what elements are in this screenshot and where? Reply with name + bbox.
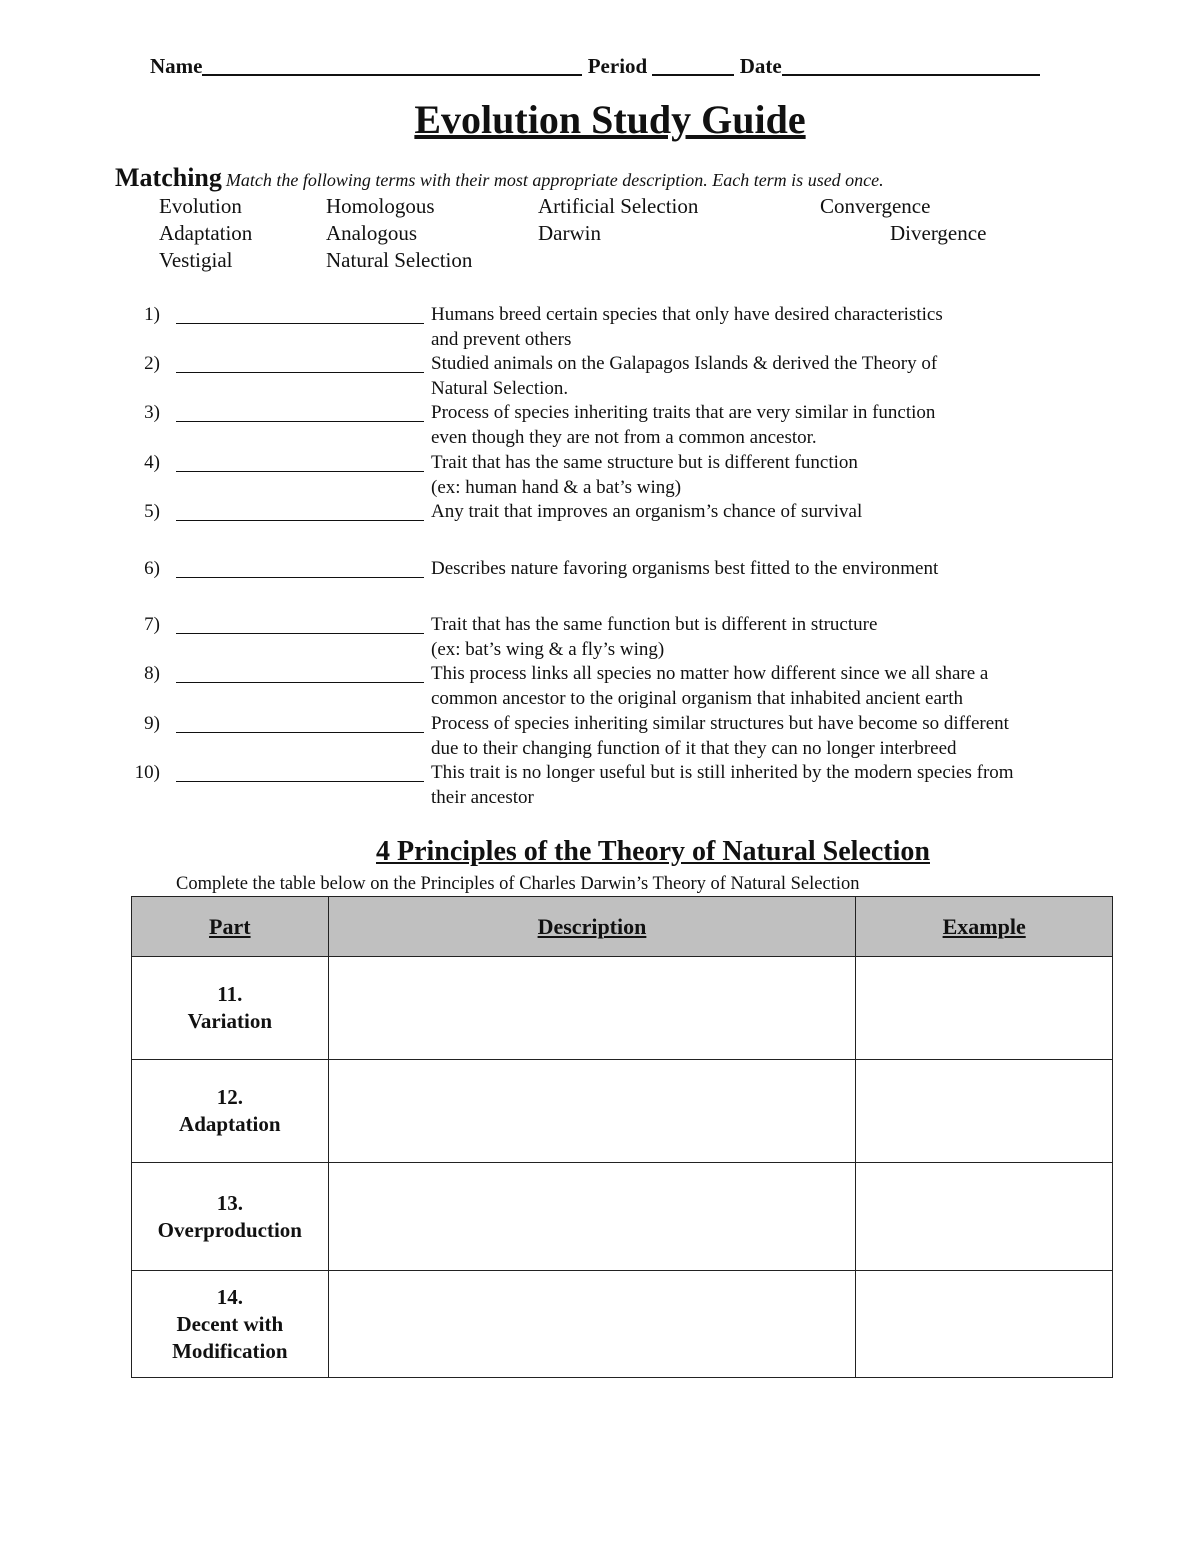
header-part: Part — [132, 897, 329, 957]
question-description: Studied animals on the Galapagos Islands & derived the Theory of Natural Selection. — [431, 353, 938, 399]
period-label: Period — [587, 54, 648, 78]
part-cell: 11. Variation — [132, 957, 329, 1060]
name-field[interactable] — [202, 56, 582, 76]
question-description: This trait is no longer useful but is still inherited by the modern species from their ancestor — [431, 762, 1014, 808]
answer-blank[interactable] — [176, 471, 424, 472]
question-description: Trait that has the same structure but is different function (ex: human hand & a bat’s wing) — [431, 452, 858, 498]
question-number: 1) — [144, 304, 160, 325]
question-description: Trait that has the same function but is different in structure (ex: bat’s wing & a fly’s wing) — [431, 614, 878, 660]
question-number: 10) — [134, 762, 160, 783]
term-bank-item: Artificial Selection — [538, 194, 699, 218]
term-bank-item: Convergence — [820, 194, 931, 218]
answer-blank[interactable] — [176, 781, 424, 782]
answer-blank[interactable] — [176, 520, 424, 521]
question-description: Process of species inheriting traits that are very similar in function even though they are not from a common ancestor. — [431, 402, 936, 448]
answer-blank[interactable] — [176, 682, 424, 683]
answer-blank[interactable] — [176, 732, 424, 733]
description-cell[interactable] — [328, 1060, 856, 1163]
principles-table — [131, 896, 1113, 1378]
question-number: 9) — [144, 713, 160, 734]
question-number: 4) — [144, 452, 160, 473]
question-description: Humans breed certain species that only have desired characteristics and prevent others — [431, 304, 943, 350]
answer-blank[interactable] — [176, 421, 424, 422]
part-cell: 13. Overproduction — [132, 1163, 329, 1271]
table-row — [132, 1060, 1113, 1163]
term-bank-item: Vestigial — [159, 248, 233, 272]
question-description: This process links all species no matter how different since we all share a common ancestor to the original organism that inhabited ancient earth — [431, 663, 989, 709]
question-number: 8) — [144, 663, 160, 684]
question-number: 6) — [144, 558, 160, 579]
description-cell[interactable] — [328, 957, 856, 1060]
answer-blank[interactable] — [176, 372, 424, 373]
term-bank-item: Darwin — [538, 221, 601, 245]
page-title: Evolution Study Guide — [414, 97, 806, 142]
example-cell[interactable] — [856, 1060, 1113, 1163]
term-bank-item: Homologous — [326, 194, 435, 218]
question-description: Process of species inheriting similar structures but have become so different due to their changing function of it that they can no longer interbreed — [431, 713, 1009, 759]
part-cell: 12. Adaptation — [132, 1060, 329, 1163]
term-bank-item: Natural Selection — [326, 248, 473, 272]
term-bank-item: Divergence — [890, 221, 987, 245]
period-field[interactable] — [652, 56, 734, 76]
term-bank-item: Adaptation — [159, 221, 253, 245]
header-line — [150, 54, 1040, 79]
matching-label: Matching — [115, 163, 222, 192]
table-header-row — [132, 897, 1113, 957]
question-number: 3) — [144, 402, 160, 423]
question-number: 7) — [144, 614, 160, 635]
matching-instructions: Match the following terms with their most appropriate description. Each term is used once. — [225, 170, 884, 190]
example-cell[interactable] — [856, 1163, 1113, 1271]
name-label: Name — [150, 54, 203, 78]
table-row — [132, 1271, 1113, 1378]
term-bank-item: Evolution — [159, 194, 242, 218]
question-description: Any trait that improves an organism’s chance of survival — [431, 501, 863, 522]
question-description: Describes nature favoring organisms best fitted to the environment — [431, 558, 939, 579]
term-bank-item: Analogous — [326, 221, 417, 245]
answer-blank[interactable] — [176, 577, 424, 578]
table-row — [132, 957, 1113, 1060]
description-cell[interactable] — [328, 1271, 856, 1378]
date-field[interactable] — [782, 56, 1040, 76]
principles-subtitle: Complete the table below on the Principles of Charles Darwin’s Theory of Natural Selection — [176, 874, 860, 894]
part-cell: 14. Decent with Modification — [132, 1271, 329, 1378]
table-row — [132, 1163, 1113, 1271]
question-number: 2) — [144, 353, 160, 374]
header-example: Example — [856, 897, 1113, 957]
answer-blank[interactable] — [176, 323, 424, 324]
answer-blank[interactable] — [176, 633, 424, 634]
question-number: 5) — [144, 501, 160, 522]
example-cell[interactable] — [856, 957, 1113, 1060]
matching-heading — [115, 163, 884, 193]
description-cell[interactable] — [328, 1163, 856, 1271]
principles-title: 4 Principles of the Theory of Natural Selection — [376, 836, 930, 867]
example-cell[interactable] — [856, 1271, 1113, 1378]
date-label: Date — [739, 54, 782, 78]
header-description: Description — [328, 897, 856, 957]
